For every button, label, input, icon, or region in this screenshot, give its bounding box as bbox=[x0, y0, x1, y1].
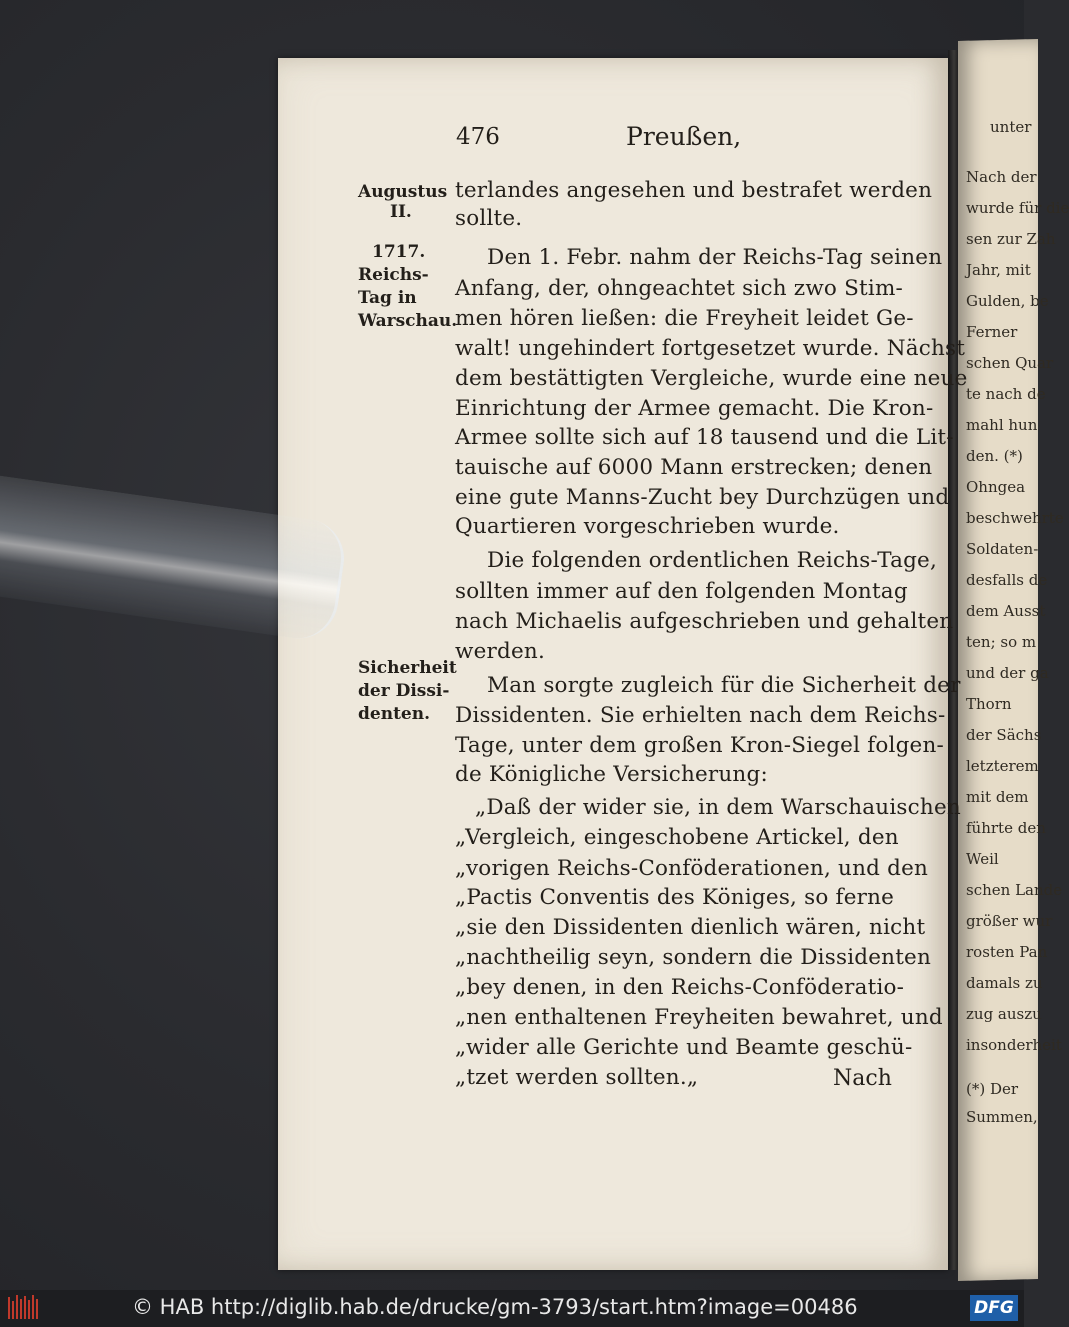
right-page-line: sen zur Zah bbox=[966, 230, 1056, 248]
right-page-line: Weil bbox=[966, 850, 999, 868]
right-page-line: Jahr, mit bbox=[966, 261, 1031, 279]
right-page-line: ten; so m bbox=[966, 633, 1037, 651]
body-line: „Daß der wider sie, in dem Warschauischen bbox=[475, 795, 961, 820]
right-page-line: und der ga bbox=[966, 664, 1049, 682]
body-line: tauische auf 6000 Mann erstrecken; denen bbox=[455, 455, 933, 480]
right-page-line: Ohngea bbox=[966, 478, 1026, 496]
margin-note-line: denten. bbox=[358, 704, 431, 724]
body-line: Armee sollte sich auf 18 tausend und die Lit- bbox=[455, 425, 954, 450]
margin-note-line: Sicherheit bbox=[358, 658, 457, 678]
catchword: Nach bbox=[833, 1066, 892, 1091]
margin-note-line: Reichs- bbox=[358, 265, 429, 285]
right-page-line: te nach de bbox=[966, 385, 1046, 403]
body-line: „tzet werden sollten.„ bbox=[455, 1065, 699, 1090]
margin-note-line: Tag in bbox=[358, 288, 417, 308]
body-line: Tage, unter dem großen Kron-Siegel folgen- bbox=[455, 733, 944, 758]
footer-copyright-link[interactable]: © HAB http://diglib.hab.de/drucke/gm-3793/start.htm?image=00486 bbox=[132, 1295, 858, 1319]
body-line: walt! ungehindert fortgesetzet wurde. Nächst bbox=[455, 336, 966, 361]
right-page-line: dem Ausst bbox=[966, 602, 1046, 620]
body-line: dem bestättigten Vergleiche, wurde eine neue bbox=[455, 366, 968, 391]
right-page-line: zug auszu bbox=[966, 1005, 1042, 1023]
right-page-line: mit dem bbox=[966, 788, 1029, 806]
dfg-logo-badge: DFG bbox=[970, 1295, 1018, 1321]
running-title: Preußen, bbox=[626, 122, 742, 151]
right-page-line: Ferner bbox=[966, 323, 1018, 341]
body-line: Einrichtung der Armee gemacht. Die Kron- bbox=[455, 396, 934, 421]
body-line: „vorigen Reichs-Conföderationen, und den bbox=[455, 856, 929, 881]
body-line: „nen enthaltenen Freyheiten bewahret, und bbox=[455, 1005, 943, 1030]
right-page-line: (*) Der bbox=[966, 1080, 1019, 1098]
right-page-line: Nach der bbox=[966, 168, 1037, 186]
right-page-line: mahl hun bbox=[966, 416, 1038, 434]
body-line: Anfang, der, ohngeachtet sich zwo Stim- bbox=[455, 276, 904, 301]
right-page-line: führte den bbox=[966, 819, 1046, 837]
right-page-line: den. (*) bbox=[966, 447, 1023, 465]
page-number: 476 bbox=[456, 124, 500, 150]
right-page-line: damals zu bbox=[966, 974, 1043, 992]
body-line: de Königliche Versicherung: bbox=[455, 762, 768, 787]
right-page-line: schen Quar bbox=[966, 354, 1054, 372]
body-line: „bey denen, in den Reichs-Conföderatio- bbox=[455, 975, 905, 1000]
body-line: „Vergleich, eingeschobene Artickel, den bbox=[455, 825, 899, 850]
right-page-line: Soldaten- bbox=[966, 540, 1039, 558]
right-page-line: desfalls de bbox=[966, 571, 1048, 589]
body-line: „sie den Dissidenten dienlich wären, nicht bbox=[455, 915, 926, 940]
right-page-line: letzterem bbox=[966, 757, 1039, 775]
body-line: sollten immer auf den folgenden Montag bbox=[455, 579, 908, 604]
body-line: Quartieren vorgeschrieben wurde. bbox=[455, 514, 840, 539]
body-line: eine gute Manns-Zucht bey Durchzügen und bbox=[455, 485, 950, 510]
margin-note-line: Augustus bbox=[358, 182, 448, 202]
right-page-line: Summen, bbox=[966, 1108, 1038, 1126]
right-page-line: der Sächs bbox=[966, 726, 1042, 744]
body-line: sollte. bbox=[455, 206, 523, 231]
body-line: werden. bbox=[455, 639, 545, 664]
body-line: men hören ließen: die Freyheit leidet Ge- bbox=[455, 306, 914, 331]
hab-logo-icon bbox=[6, 1293, 42, 1323]
body-line: Dissidenten. Sie erhielten nach dem Reichs- bbox=[455, 703, 946, 728]
margin-note-line: II. bbox=[390, 202, 412, 222]
right-page-line: größer wur bbox=[966, 912, 1053, 930]
right-page-line: Gulden, be bbox=[966, 292, 1049, 310]
body-line: terlandes angesehen und bestrafet werden bbox=[455, 178, 933, 203]
margin-note-line: der Dissi- bbox=[358, 681, 450, 701]
right-page-line: rosten Pan bbox=[966, 943, 1048, 961]
right-page-line: insonderheit bbox=[966, 1036, 1062, 1054]
body-line: „Pactis Conventis des Königes, so ferne bbox=[455, 885, 895, 910]
right-page-line: schen Lande bbox=[966, 881, 1063, 899]
body-line: „nachtheilig seyn, sondern die Dissidenten bbox=[455, 945, 932, 970]
right-page-line: unter bbox=[990, 118, 1032, 136]
body-line: Den 1. Febr. nahm der Reichs-Tag seinen bbox=[487, 245, 943, 270]
body-line: Man sorgte zugleich für die Sicherheit der bbox=[487, 673, 961, 698]
body-line: Die folgenden ordentlichen Reichs-Tage, bbox=[487, 548, 938, 573]
body-line: „wider alle Gerichte und Beamte geschü- bbox=[455, 1035, 913, 1060]
right-page-line: wurde für die bbox=[966, 199, 1069, 217]
right-page-line: Thorn bbox=[966, 695, 1012, 713]
right-page-line: beschwehrte bbox=[966, 509, 1064, 527]
margin-note-line: Warschau. bbox=[358, 311, 458, 331]
body-line: nach Michaelis aufgeschrieben und gehalten bbox=[455, 609, 954, 634]
margin-note-line: 1717. bbox=[372, 242, 426, 262]
